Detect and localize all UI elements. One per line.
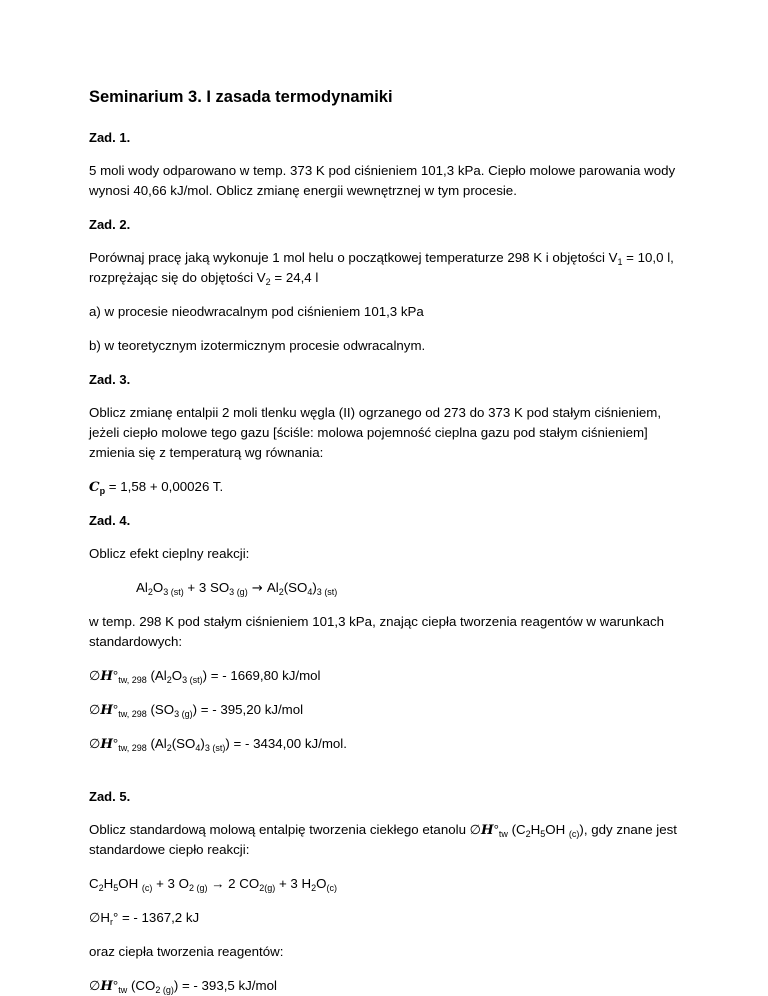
task-1-line-2: wynosi 40,66 kJ/mol. Oblicz zmianę energii wewnętrznej w tym procesie. <box>89 183 517 198</box>
task-4-intro: Oblicz efekt cieplny reakcji: <box>89 546 250 561</box>
task-3-line-3: zmienia się z temperaturą wg równania: <box>89 445 324 460</box>
task-5-reaction: $C_2H_5OH$ $_{(c)}$ + 3 $O_{2 (g)} \to 2$ $CO_{2(g)} + 3$ $H_2O_{(c)}$ <box>89 876 337 893</box>
task-4-label: Zad. 4. <box>89 513 131 528</box>
task-4-enthalpy-2: $\emptyset H^\circ_{tw, 298}$ $(SO_{3 (g)})$ = - 395,20 kJ/mol <box>89 702 304 719</box>
task-2-intro-line-1: Porównaj pracę jaką wykonuje 1 mol helu o początkowej temperaturze 298 K i objętości $V_1 = 10,0$ l, <box>89 250 674 267</box>
task-5-line-2: standardowe ciepło reakcji: <box>89 842 250 857</box>
task-5-dh: $\emptyset H_r^\circ$ = - 1367,2 kJ <box>89 910 200 927</box>
task-5-label: Zad. 5. <box>89 789 131 804</box>
task-4-after-line-2: standardowych: <box>89 634 183 649</box>
task-3-line-1: Oblicz zmianę entalpii 2 moli tlenku węgla (II) ogrzanego od 273 do 373 K pod stałym ciśnieniem, <box>89 405 662 420</box>
task-2-option-a: a) w procesie nieodwracalnym pod ciśnieniem 101,3 kPa <box>89 304 424 319</box>
task-1-label: Zad. 1. <box>89 130 131 145</box>
task-5-line-1: Oblicz standardową molową entalpię tworzenia ciekłego etanolu $\emptyset H^\circ_{tw}$ ($C_2H_5OH$ $_{(c)}$), gdy znane jest <box>89 822 677 839</box>
task-4-enthalpy-3: $\emptyset H^\circ_{tw, 298}$ $(Al_2(SO_4)_{3 (st)})$ = - 3434,00 kJ/mol. <box>89 736 347 753</box>
task-4-enthalpy-1: $\emptyset H^\circ_{tw, 298}$ $(Al_2O_{3 (st)})$ = - 1669,80 kJ/mol <box>89 668 321 685</box>
page-title: Seminarium 3. I zasada termodynamiki <box>89 88 393 106</box>
task-2-intro-line-2: rozprężając się do objętości $V_2 = 24,4$ l <box>89 270 319 287</box>
task-5-last: $\emptyset H^\circ_{tw}$ $(CO_{2 (g)})$ = - 393,5 kJ/mol <box>89 978 277 995</box>
task-5-line-3: oraz ciepła tworzenia reagentów: <box>89 944 284 959</box>
task-4-after-line-1: w temp. 298 K pod stałym ciśnieniem 101,3 kPa, znając ciepła tworzenia reagentów w warunkach <box>89 614 665 629</box>
arrow-icon: → <box>247 581 267 596</box>
task-3-line-2: jeżeli ciepło molowe tego gazu [ściśle: molowa pojemność cieplna gazu pod stałym ciśnieniem] <box>89 425 648 440</box>
task-2-label: Zad. 2. <box>89 217 131 232</box>
task-3-equation: $C_p = 1,58 + 0,00026$ T. <box>89 479 224 496</box>
task-4-reaction: $Al_2O_3$ $_{(st)}$ + 3 $SO_3$ $_{(g)} \to Al_2(SO_4)_3$ $_{(st)}$ <box>136 580 338 597</box>
task-1-line-1: 5 moli wody odparowano w temp. 373 K pod ciśnieniem 101,3 kPa. Ciepło molowe parowania wody <box>89 163 676 178</box>
task-2-option-b: b) w teoretycznym izotermicznym procesie odwracalnym. <box>89 338 426 353</box>
task-3-label: Zad. 3. <box>89 372 131 387</box>
